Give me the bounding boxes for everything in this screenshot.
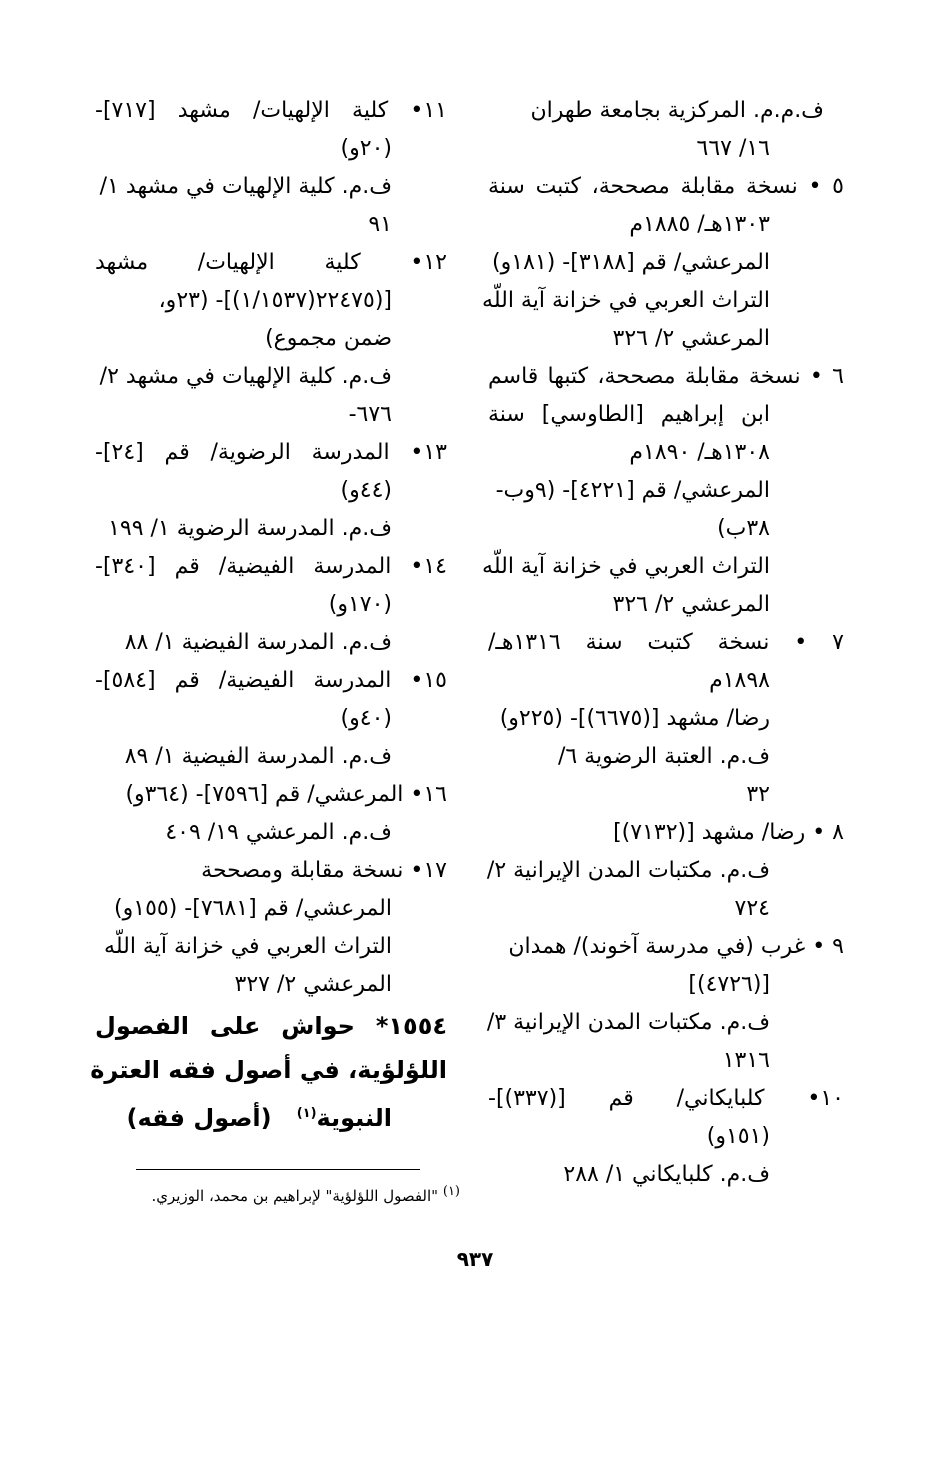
text-line: رضا/ مشهد [(٦٦٧٥)]- (٢٢٥و) (499, 706, 770, 731)
text-line: ابن إبراهيم [الطاوسي] سنة (488, 402, 770, 427)
footnote-divider (136, 1169, 420, 1170)
list-item: ٩ • غرب (في مدرسة آخوند)/ همدان (508, 934, 844, 959)
text-line: المرعشي ٢/ ٣٢٦ (612, 326, 770, 351)
text-line: (٤٤و) (340, 478, 392, 503)
text-line: ١٣١٦ (722, 1048, 770, 1073)
right-column (482, 92, 844, 1194)
entry-heading-line (95, 1092, 447, 1136)
list-item: ١٣• المدرسة الرضوية/ قم [٢٤]- (95, 440, 447, 465)
list-item: ٦ • نسخة مقابلة مصححة، كتبها قاسم (488, 364, 844, 389)
text-line: ١٣٠٣هـ/ ١٨٨٥م (629, 212, 770, 237)
text-line: ف.م. كلبايكاني ١/ ٢٨٨ (563, 1162, 770, 1187)
text-line: ٧٢٤ (734, 896, 770, 921)
text-line: المرعشي/ قم [٤٢٢١]- (٩وب- (495, 478, 770, 503)
list-item: ١٥• المدرسة الفيضية/ قم [٥٨٤]- (95, 668, 447, 693)
page-number: ٩٣٧ (456, 1247, 494, 1271)
text-line: ف.م. العتبة الرضوية ٦/ (557, 744, 770, 769)
text-line: ف.م.م. المركزية بجامعة طهران (530, 98, 824, 123)
text-line: (١٧٠و) (328, 592, 392, 617)
text-line: [(٤٧٢٦)] (688, 972, 770, 997)
text-line: ٦٧٦- (348, 402, 392, 427)
footnote (100, 1184, 460, 1205)
text-line: ف.م. مكتبات المدن الإيرانية ٣/ (486, 1010, 770, 1035)
entry-heading (90, 1004, 447, 1136)
text-line: ٣٢ (746, 782, 770, 807)
text-line: ١٨٩٨م (709, 668, 770, 693)
text-line: المرعشي/ قم [٧٦٨١]- (١٥٥و) (114, 896, 392, 921)
heading-main-text: النبوية (316, 1104, 392, 1132)
list-item: ١٦• المرعشي/ قم [٧٥٩٦]- (٣٦٤و) (125, 782, 447, 807)
text-line: ف.م. كلية الإلهيات في مشهد ٢/ (99, 364, 392, 389)
list-item: ١٧• نسخة مقابلة ومصححة (201, 858, 447, 883)
list-item: ١١• كلية الإلهيات/ مشهد [٧١٧]- (95, 98, 447, 123)
subject-tag: (أصول فقه) (126, 1104, 272, 1132)
text-line: ف.م. كلية الإلهيات في مشهد ١/ (99, 174, 392, 199)
text-line: ٩١ (368, 212, 392, 237)
text-line: ضمن مجموع) (265, 326, 392, 351)
left-column (90, 92, 447, 1136)
text-line: ١٣٠٨هـ/ ١٨٩٠م (629, 440, 770, 465)
text-line: المرعشي/ قم [٣١٨٨]- (١٨١و) (492, 250, 770, 275)
text-line: التراث العربي في خزانة آية اللّه (104, 934, 392, 959)
footnote-marker: (١) (442, 1184, 460, 1199)
list-item: ٧ • نسخة كتبت سنة ١٣١٦هـ/ (488, 630, 844, 655)
text-line: ف.م. المدرسة الفيضية ١/ ٨٩ (124, 744, 392, 769)
text-line: [(٢٢٤٧٥(١/١٥٣٧)]- (٢٣و، (158, 288, 392, 313)
text-line: (١٥١و) (706, 1124, 770, 1149)
text-line: التراث العربي في خزانة آية اللّه (482, 288, 770, 313)
list-item: ١٠• كلبايكاني/ قم [(٣٣٧)]- (488, 1086, 844, 1111)
text-line: ف.م. مكتبات المدن الإيرانية ٢/ (486, 858, 770, 883)
footnote-reference: (١) (296, 1106, 317, 1121)
text-line: (٤٠و) (340, 706, 392, 731)
text-line: ف.م. المرعشي ١٩/ ٤٠٩ (165, 820, 392, 845)
list-item: ١٤• المدرسة الفيضية/ قم [٣٤٠]- (95, 554, 447, 579)
text-line: التراث العربي في خزانة آية اللّه (482, 554, 770, 579)
list-item: ٨ • رضا/ مشهد [(٧١٣٢)] (613, 820, 844, 845)
entry-heading-line: اللؤلؤية، في أصول فقه العترة (90, 1056, 447, 1084)
list-item: ١٢• كلية الإلهيات/ مشهد (95, 250, 447, 275)
entry-heading-line: ١٥٥٤* حواش على الفصول (95, 1012, 447, 1040)
text-line: المرعشي ٢/ ٣٢٦ (612, 592, 770, 617)
text-line: ١٦/ ٦٦٧ (696, 136, 770, 161)
text-line: ف.م. المدرسة الرضوية ١/ ١٩٩ (108, 516, 392, 541)
text-line: (٢٠و) (340, 136, 392, 161)
footnote-text: "الفصول اللؤلؤية" لإبراهيم بن محمد، الوزيري. (151, 1187, 439, 1205)
list-item: ٥ • نسخة مقابلة مصححة، كتبت سنة (488, 174, 844, 199)
text-line: ٣٨ب) (717, 516, 770, 541)
text-line: ف.م. المدرسة الفيضية ١/ ٨٨ (124, 630, 392, 655)
text-line: المرعشي ٢/ ٣٢٧ (234, 972, 392, 997)
